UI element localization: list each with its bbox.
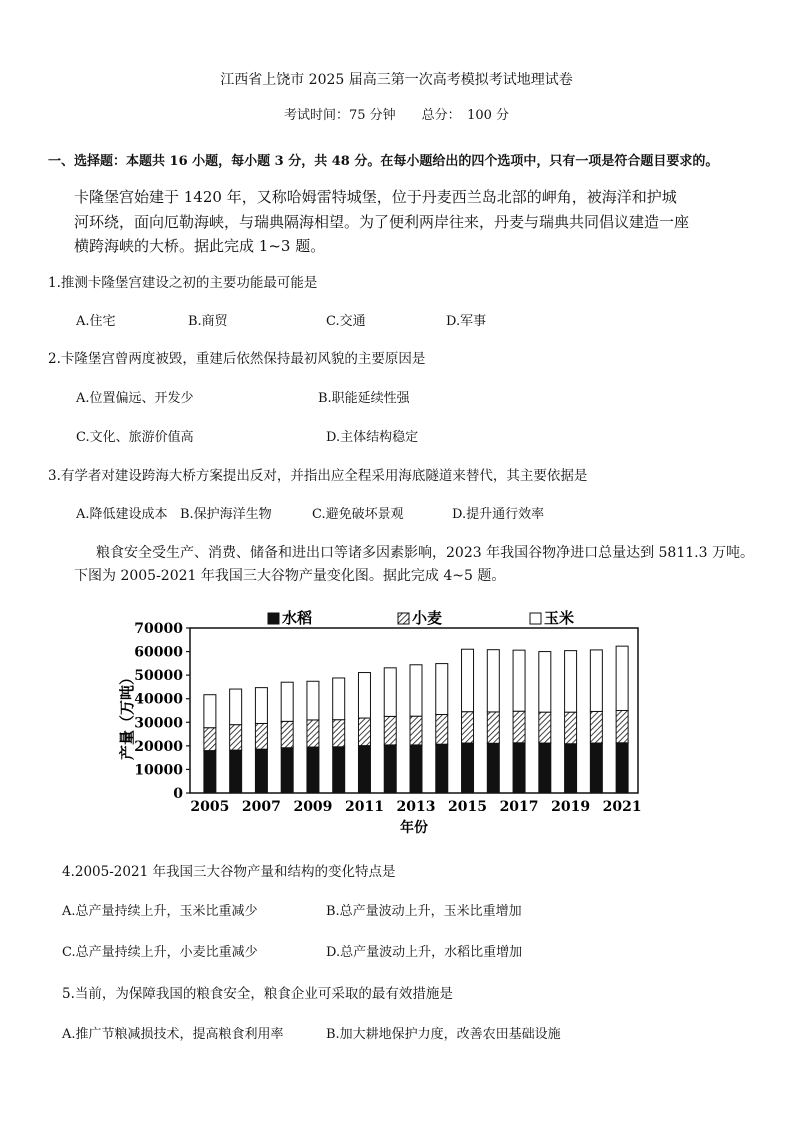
bar-solid-2013 — [410, 745, 422, 793]
y-tick-label: 70000 — [134, 621, 183, 637]
q5-option-a: A.推广节粮减损技术，提高粮食利用率 — [62, 1027, 284, 1042]
y-tick-label: 20000 — [134, 738, 183, 755]
bar-solid-2020 — [590, 743, 602, 793]
q4-option-d: D.总产量波动上升，水稻比重增加 — [326, 945, 523, 960]
q3-option-c: C.避免破坏景观 — [312, 507, 404, 522]
bar-hatch-2017 — [513, 711, 525, 743]
bar-solid-2012 — [384, 745, 396, 793]
bar-hatch-2020 — [590, 711, 602, 743]
passage2-line: 下图为 2005-2021 年我国三大谷物产量变化图。据此完成 4~5 题。 — [74, 568, 506, 584]
bar-white-2008 — [281, 682, 293, 721]
x-tick-label: 2017 — [499, 799, 539, 815]
bar-white-2015 — [462, 649, 474, 711]
bar-white-2010 — [333, 678, 345, 720]
legend-label-solid: 水稻 — [282, 609, 313, 627]
bar-solid-2015 — [462, 743, 474, 793]
bar-hatch-2018 — [539, 712, 551, 743]
x-tick-label: 2019 — [551, 799, 591, 815]
bar-solid-2019 — [565, 744, 577, 793]
q3-option-b: B.保护海洋生物 — [180, 507, 272, 522]
q3-option-a: A.降低建设成本 — [76, 507, 168, 522]
question-5-stem: 5.当前，为保障我国的粮食安全，粮食企业可采取的最有效措施是 — [62, 986, 453, 1002]
bar-hatch-2015 — [462, 712, 474, 743]
bar-white-2009 — [307, 681, 319, 720]
bar-white-2011 — [358, 673, 370, 718]
legend-label-white: 玉米 — [544, 609, 575, 627]
bar-solid-2006 — [230, 750, 242, 793]
bar-hatch-2008 — [281, 721, 293, 747]
exam-title: 江西省上饶市 2025 届高三第一次高考模拟考试地理试卷 — [220, 72, 573, 88]
bar-white-2012 — [384, 668, 396, 717]
bar-solid-2010 — [333, 747, 345, 793]
bar-white-2018 — [539, 652, 551, 713]
legend-swatch-solid — [268, 613, 279, 624]
q2-option-d: D.主体结构稳定 — [326, 430, 419, 445]
q5-option-b: B.加大耕地保护力度，改善农田基础设施 — [326, 1027, 561, 1042]
bar-hatch-2010 — [333, 720, 345, 747]
y-tick-label: 60000 — [134, 644, 183, 661]
bar-white-2016 — [487, 650, 499, 712]
bar-hatch-2005 — [204, 728, 216, 751]
bar-white-2021 — [616, 646, 628, 710]
x-tick-label: 2007 — [241, 799, 281, 815]
bar-hatch-2009 — [307, 720, 319, 747]
passage1-line: 河环绕，面向厄勒海峡，与瑞典隔海相望。为了便利两岸往来，丹麦与瑞典共同倡议建造一座 — [74, 213, 690, 231]
bar-hatch-2016 — [487, 712, 499, 743]
bar-white-2014 — [436, 664, 448, 715]
y-tick-label: 10000 — [134, 762, 183, 779]
q1-option-a: A.住宅 — [76, 314, 116, 329]
exam-info: 考试时间：75 分钟 总分： 100 分 — [283, 108, 510, 123]
q4-option-b: B.总产量波动上升，玉米比重增加 — [326, 904, 522, 919]
q3-option-d: D.提升通行效率 — [452, 507, 545, 522]
bar-hatch-2011 — [358, 718, 370, 746]
q4-option-c: C.总产量持续上升，小麦比重减少 — [62, 945, 258, 960]
q2-option-c: C.文化、旅游价值高 — [76, 430, 194, 445]
y-tick-label: 40000 — [134, 691, 183, 708]
legend-swatch-white — [530, 613, 541, 624]
bar-hatch-2012 — [384, 716, 396, 745]
q1-option-b: B.商贸 — [188, 314, 228, 329]
bar-white-2020 — [590, 650, 602, 712]
bar-hatch-2006 — [230, 725, 242, 750]
x-tick-label: 2015 — [448, 799, 488, 815]
bar-white-2017 — [513, 650, 525, 711]
question-4-stem: 4.2005-2021 年我国三大谷物产量和结构的变化特点是 — [62, 864, 396, 880]
bars-group — [204, 646, 628, 793]
x-axis — [190, 799, 641, 815]
x-tick-label: 2011 — [344, 799, 384, 815]
chart-legend — [268, 609, 574, 627]
section-heading: 一、选择题：本题共 16 小题，每小题 3 分，共 48 分。在每小题给出的四个选项中，只有一项是符合题目要求的。 — [48, 154, 719, 169]
bar-hatch-2007 — [255, 723, 267, 749]
bar-solid-2014 — [436, 744, 448, 793]
bar-hatch-2021 — [616, 711, 628, 743]
bar-solid-2017 — [513, 743, 525, 793]
question-2-stem: 2.卡隆堡宫曾两度被毁，重建后依然保持最初风貌的主要原因是 — [48, 351, 426, 367]
bar-white-2005 — [204, 695, 216, 728]
bar-solid-2008 — [281, 748, 293, 793]
bar-solid-2016 — [487, 743, 499, 793]
q1-option-c: C.交通 — [326, 314, 366, 329]
bar-hatch-2019 — [565, 712, 577, 744]
legend-swatch-hatch — [398, 613, 409, 624]
x-axis-label: 年份 — [400, 820, 428, 836]
bar-white-2019 — [565, 651, 577, 713]
bar-solid-2021 — [616, 743, 628, 793]
bar-solid-2009 — [307, 747, 319, 793]
x-tick-label: 2021 — [602, 799, 642, 815]
question-1-stem: 1.推测卡隆堡宫建设之初的主要功能最可能是 — [48, 275, 318, 291]
bar-white-2007 — [255, 688, 267, 724]
grain-production-chart — [118, 603, 658, 843]
q1-option-d: D.军事 — [446, 314, 487, 329]
y-tick-label: 0 — [173, 786, 183, 802]
y-tick-label: 50000 — [134, 668, 183, 685]
q2-option-a: A.位置偏远、开发少 — [76, 391, 194, 406]
bar-solid-2005 — [204, 751, 216, 793]
bar-white-2006 — [230, 689, 242, 725]
bar-solid-2018 — [539, 743, 551, 793]
passage1-line: 卡隆堡宫始建于 1420 年，又称哈姆雷特城堡，位于丹麦西兰岛北部的岬角，被海洋和护城 — [74, 188, 677, 206]
question-3-stem: 3.有学者对建设跨海大桥方案提出反对，并指出应全程采用海底隧道来替代，其主要依据是 — [48, 468, 588, 484]
x-tick-label: 2009 — [293, 799, 333, 815]
y-axis-label: 产量（万吨） — [118, 669, 136, 761]
x-tick-label: 2005 — [190, 799, 230, 815]
bar-hatch-2013 — [410, 716, 422, 745]
passage2-line: 粮食安全受生产、消费、储备和进出口等诸多因素影响，2023 年我国谷物净进口总量达到 5811.3 万吨。 — [96, 545, 754, 561]
legend-label-hatch: 小麦 — [412, 609, 443, 627]
q2-option-b: B.职能延续性强 — [318, 391, 410, 406]
passage1-line: 横跨海峡的大桥。据此完成 1~3 题。 — [74, 237, 326, 255]
bar-white-2013 — [410, 665, 422, 716]
y-axis — [134, 621, 190, 802]
q4-option-a: A.总产量持续上升，玉米比重减少 — [62, 904, 258, 919]
y-tick-label: 30000 — [134, 715, 183, 732]
x-tick-label: 2013 — [396, 799, 436, 815]
bar-solid-2011 — [358, 746, 370, 793]
bar-solid-2007 — [255, 749, 267, 793]
bar-hatch-2014 — [436, 715, 448, 745]
